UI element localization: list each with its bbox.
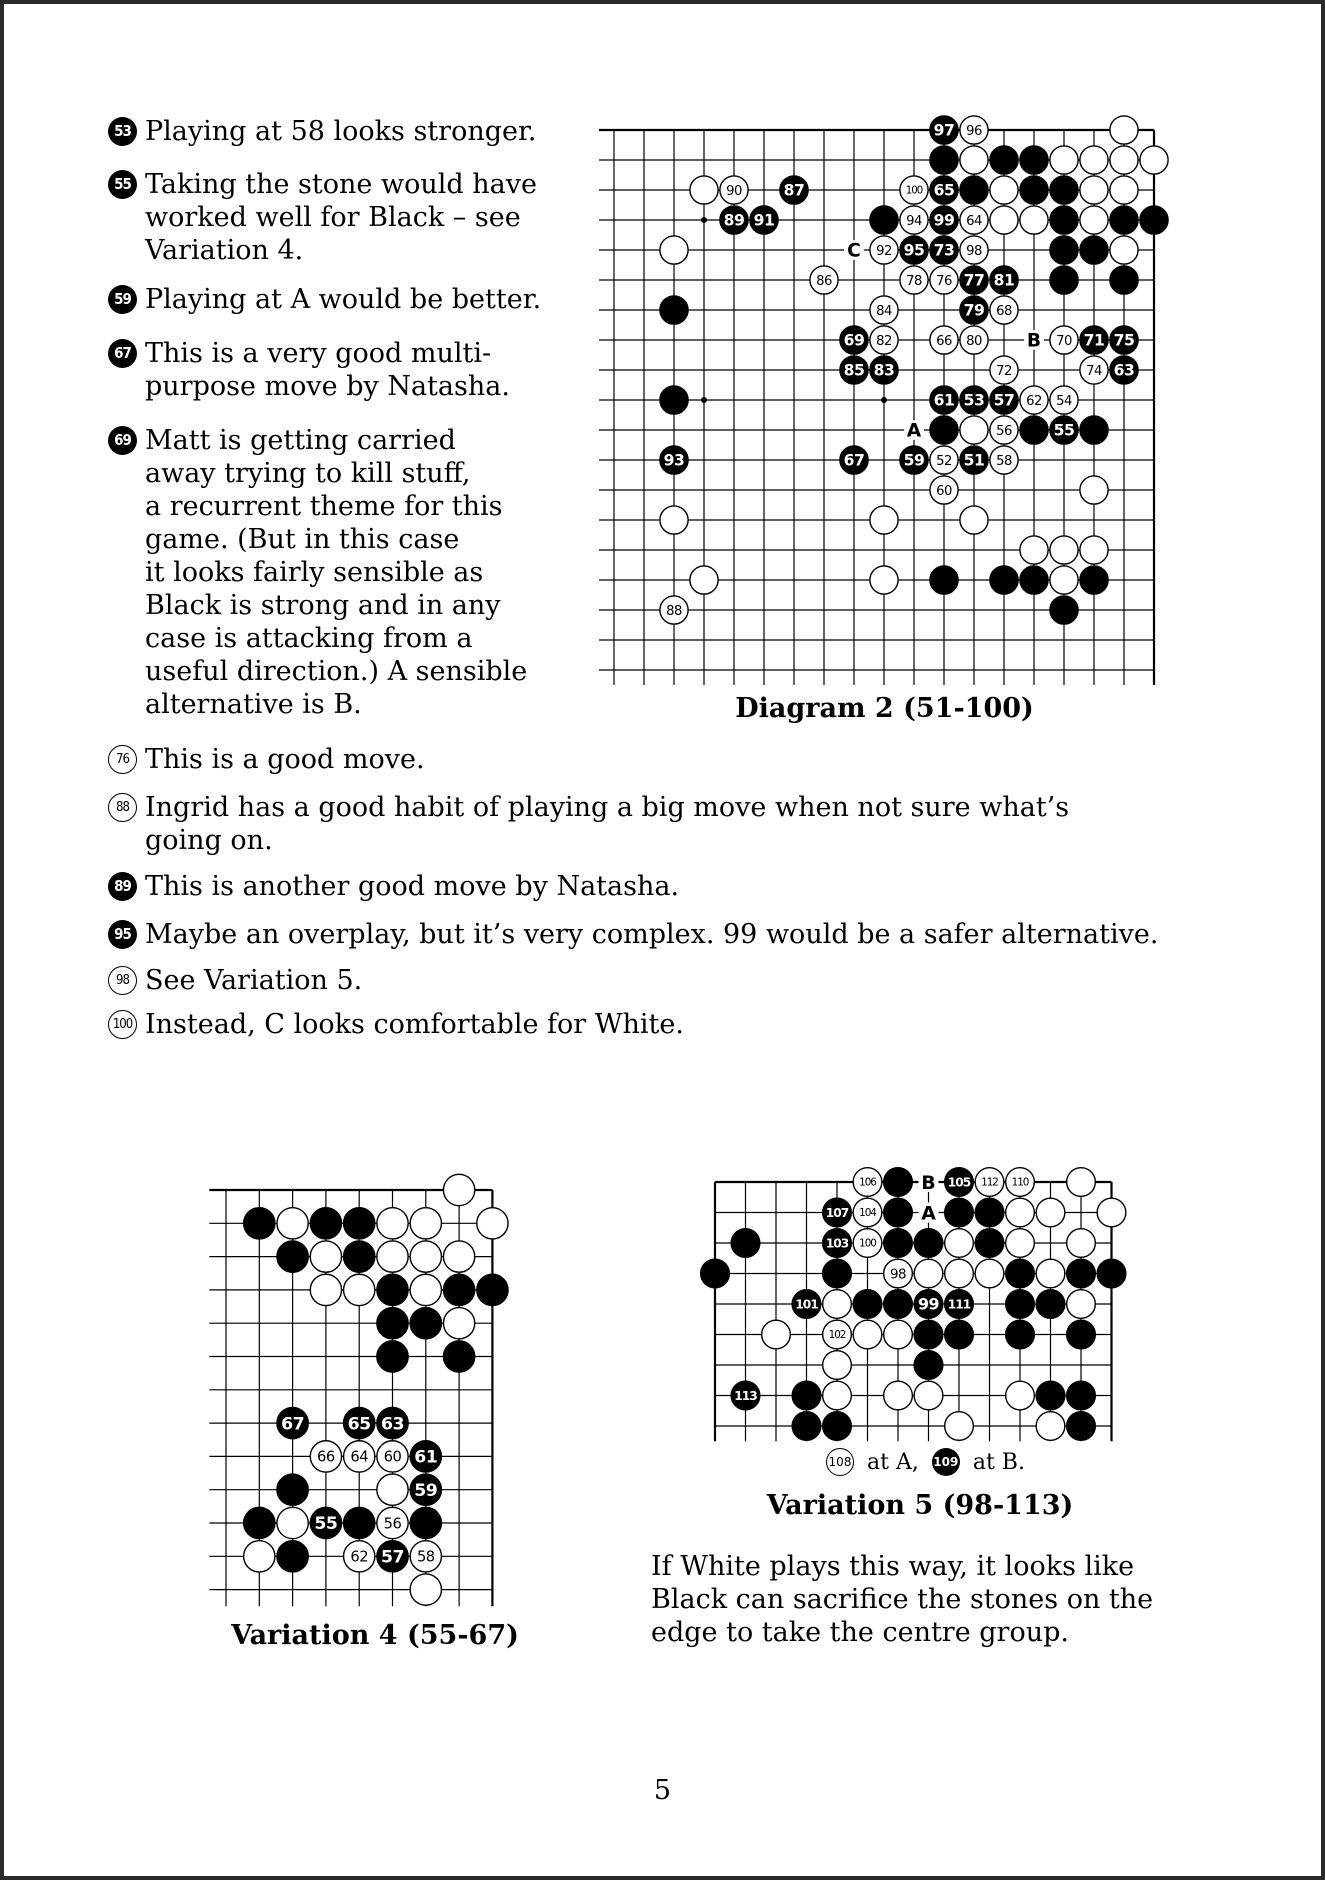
black-stone <box>930 566 958 594</box>
comment-98 <box>108 964 1208 997</box>
move-number-black: 109 <box>932 1448 960 1476</box>
move-number-white: 100 <box>108 1010 137 1039</box>
white-stone <box>1050 146 1078 174</box>
comment-89 <box>108 870 1208 903</box>
black-stone <box>884 1198 913 1227</box>
move-number: 60 <box>383 1448 402 1466</box>
white-stone <box>660 506 688 534</box>
white-stone <box>690 566 718 594</box>
black-stone <box>792 1381 821 1410</box>
white-stone <box>443 1308 474 1339</box>
variation-4-caption: Variation 4 (55-67) <box>231 1620 519 1651</box>
move-number: 66 <box>317 1448 335 1466</box>
black-stone <box>344 1208 375 1239</box>
move-number: 88 <box>666 603 682 619</box>
white-stone <box>690 176 718 204</box>
move-number: 84 <box>876 303 892 319</box>
white-stone <box>277 1507 308 1538</box>
comment-text: This is a good move. <box>145 744 425 775</box>
black-stone <box>884 1168 913 1197</box>
variation-5-board <box>700 1165 1140 1445</box>
black-stone <box>1097 1259 1126 1288</box>
white-stone <box>853 1320 882 1349</box>
note-text: at A, <box>860 1449 926 1475</box>
comment-text: Ingrid has a good habit of playing a big move when not sure what’s going on. <box>145 792 1070 856</box>
white-stone <box>884 1320 913 1349</box>
white-stone <box>975 1259 1004 1288</box>
black-stone <box>1050 206 1078 234</box>
black-stone <box>377 1308 408 1339</box>
white-stone <box>344 1274 375 1305</box>
white-stone <box>1080 176 1108 204</box>
comment-59 <box>108 283 578 316</box>
white-stone <box>823 1351 852 1380</box>
white-stone <box>1020 536 1048 564</box>
move-number: 79 <box>963 301 985 320</box>
black-stone <box>344 1241 375 1272</box>
white-stone <box>914 1381 943 1410</box>
white-stone <box>1050 536 1078 564</box>
move-number: 89 <box>723 211 745 230</box>
move-number-white: 76 <box>108 745 137 774</box>
page-number: 5 <box>653 1775 672 1806</box>
move-number: 86 <box>816 273 832 289</box>
black-stone <box>975 1229 1004 1258</box>
black-stone <box>1036 1381 1065 1410</box>
move-number: 96 <box>966 123 982 139</box>
black-stone <box>930 146 958 174</box>
white-stone <box>823 1290 852 1319</box>
white-stone <box>1036 1412 1065 1441</box>
move-number: 70 <box>1056 333 1072 349</box>
move-number: 94 <box>906 213 922 229</box>
white-stone <box>1067 1229 1096 1258</box>
move-number: 52 <box>936 453 952 469</box>
black-stone <box>884 1229 913 1258</box>
diagram-2-star-point <box>701 397 707 403</box>
move-number: 61 <box>933 391 955 410</box>
diagram-2-board <box>612 120 1172 680</box>
black-stone <box>277 1474 308 1505</box>
move-number-black: 69 <box>108 426 137 455</box>
black-stone <box>1140 206 1168 234</box>
black-stone <box>377 1341 408 1372</box>
move-number: 82 <box>876 333 892 349</box>
variation-5-text: If White plays this way, it looks like Black can sacrifice the stones on the edge to take the centre group. <box>651 1551 1154 1648</box>
black-stone <box>1020 146 1048 174</box>
move-number: 113 <box>734 1388 757 1403</box>
move-number: 67 <box>843 451 865 470</box>
move-number: 56 <box>383 1515 402 1533</box>
diagram-2-star-point <box>701 217 707 223</box>
move-number: 63 <box>1113 361 1135 380</box>
move-number: 57 <box>380 1547 405 1568</box>
white-stone <box>1036 1198 1065 1227</box>
white-stone <box>410 1574 441 1605</box>
move-number: 107 <box>825 1205 849 1220</box>
black-stone <box>1006 1290 1035 1319</box>
black-stone <box>792 1412 821 1441</box>
board-letter-mark: B <box>1026 330 1042 352</box>
comment-text: Instead, C looks comfortable for White. <box>145 1009 684 1040</box>
black-stone <box>914 1351 943 1380</box>
black-stone <box>823 1259 852 1288</box>
white-stone <box>1006 1229 1035 1258</box>
black-stone <box>945 1320 974 1349</box>
black-stone <box>975 1198 1004 1227</box>
move-number: 90 <box>726 183 742 199</box>
white-stone <box>1097 1198 1126 1227</box>
black-stone <box>1036 1290 1065 1319</box>
move-number: 63 <box>380 1414 405 1435</box>
move-number: 68 <box>996 303 1012 319</box>
white-stone <box>870 506 898 534</box>
black-stone <box>660 296 688 324</box>
move-number: 98 <box>889 1267 907 1283</box>
white-stone <box>945 1229 974 1258</box>
board-letter-mark: B <box>921 1171 936 1194</box>
comment-text: This is a very good multi- purpose move by Natasha. <box>145 338 510 402</box>
move-number: 99 <box>917 1294 940 1314</box>
move-number: 56 <box>996 423 1012 439</box>
move-number: 62 <box>1026 393 1042 409</box>
move-number: 77 <box>963 271 985 290</box>
black-stone <box>1006 1320 1035 1349</box>
comment-76 <box>108 743 1208 776</box>
white-stone <box>960 416 988 444</box>
comment-text: Playing at 58 looks stronger. <box>145 116 537 147</box>
black-stone <box>1080 566 1108 594</box>
black-stone <box>410 1308 441 1339</box>
move-number: 64 <box>350 1448 369 1466</box>
black-stone <box>244 1208 275 1239</box>
white-stone <box>1050 566 1078 594</box>
white-stone <box>660 236 688 264</box>
move-number-white: 108 <box>826 1448 854 1476</box>
move-number: 93 <box>663 451 685 470</box>
move-number: 76 <box>936 273 952 289</box>
move-number: 103 <box>825 1236 849 1251</box>
move-number: 110 <box>1011 1176 1029 1189</box>
comment-53 <box>108 115 578 148</box>
black-stone <box>1050 176 1078 204</box>
black-stone <box>914 1320 943 1349</box>
diagram-2-star-point <box>881 397 887 403</box>
move-number: 57 <box>993 391 1015 410</box>
board-letter-mark: C <box>847 240 861 262</box>
white-stone <box>1110 116 1138 144</box>
move-number-black: 53 <box>108 117 137 146</box>
black-stone <box>853 1290 882 1319</box>
move-number: 64 <box>966 213 982 229</box>
black-stone <box>1020 566 1048 594</box>
move-number: 51 <box>963 451 985 470</box>
black-stone <box>277 1241 308 1272</box>
black-stone <box>990 146 1018 174</box>
move-number: 104 <box>859 1207 876 1220</box>
white-stone <box>410 1208 441 1239</box>
white-stone <box>1080 146 1108 174</box>
white-stone <box>410 1274 441 1305</box>
move-number: 72 <box>996 363 1012 379</box>
comment-69 <box>108 424 578 721</box>
black-stone <box>1110 206 1138 234</box>
black-stone <box>410 1507 441 1538</box>
black-stone <box>1020 176 1048 204</box>
note-text: at B. <box>965 1449 1025 1475</box>
white-stone <box>377 1474 408 1505</box>
white-stone <box>960 506 988 534</box>
white-stone <box>244 1541 275 1572</box>
move-number: 85 <box>843 361 865 380</box>
black-stone <box>1067 1381 1096 1410</box>
black-stone <box>443 1274 474 1305</box>
move-number: 74 <box>1086 363 1102 379</box>
comment-95 <box>108 918 1218 951</box>
move-number: 62 <box>350 1548 369 1566</box>
black-stone <box>945 1198 974 1227</box>
white-stone <box>1006 1198 1035 1227</box>
variation-5-caption: Variation 5 (98-113) <box>766 1490 1074 1521</box>
white-stone <box>443 1241 474 1272</box>
move-number: 73 <box>933 241 955 260</box>
move-number: 58 <box>416 1548 435 1566</box>
black-stone <box>1050 596 1078 624</box>
black-stone <box>930 416 958 444</box>
white-stone <box>1067 1168 1096 1197</box>
black-stone <box>1050 236 1078 264</box>
white-stone <box>1110 176 1138 204</box>
move-number: 55 <box>314 1514 338 1535</box>
black-stone <box>701 1259 730 1288</box>
move-number: 60 <box>936 483 952 499</box>
black-stone <box>1080 416 1108 444</box>
move-number: 65 <box>933 181 955 200</box>
move-number: 95 <box>903 241 925 260</box>
board-letter-mark: A <box>906 420 922 442</box>
black-stone <box>1067 1412 1096 1441</box>
black-stone <box>1006 1259 1035 1288</box>
move-number-black: 67 <box>108 339 137 368</box>
move-number: 78 <box>906 273 922 289</box>
move-number-black: 95 <box>108 920 137 949</box>
white-stone <box>823 1381 852 1410</box>
black-stone <box>344 1507 375 1538</box>
move-number: 69 <box>843 331 865 350</box>
white-stone <box>1110 146 1138 174</box>
white-stone <box>310 1274 341 1305</box>
move-number: 59 <box>903 451 925 470</box>
white-stone <box>1110 236 1138 264</box>
black-stone <box>443 1341 474 1372</box>
black-stone <box>823 1412 852 1441</box>
move-number: 61 <box>414 1447 438 1468</box>
variation-5-note <box>820 1448 1025 1476</box>
move-number: 67 <box>281 1414 305 1435</box>
move-number: 100 <box>905 185 923 197</box>
comment-88 <box>108 791 1208 857</box>
board-letter-mark: A <box>921 1202 936 1225</box>
white-stone <box>1067 1290 1096 1319</box>
move-number: 98 <box>966 243 982 259</box>
move-number: 102 <box>828 1329 846 1342</box>
black-stone <box>310 1208 341 1239</box>
move-number: 65 <box>347 1414 371 1435</box>
move-number: 53 <box>963 391 985 410</box>
black-stone <box>1067 1259 1096 1288</box>
black-stone <box>660 386 688 414</box>
black-stone <box>914 1229 943 1258</box>
diagram-2-caption: Diagram 2 (51-100) <box>735 693 1034 724</box>
black-stone <box>277 1541 308 1572</box>
move-number: 87 <box>783 181 805 200</box>
white-stone <box>870 566 898 594</box>
move-number: 91 <box>753 211 775 230</box>
black-stone <box>960 176 988 204</box>
white-stone <box>1006 1381 1035 1410</box>
move-number: 66 <box>936 333 952 349</box>
white-stone <box>945 1259 974 1288</box>
white-stone <box>762 1320 791 1349</box>
move-number: 58 <box>996 453 1012 469</box>
move-number: 80 <box>966 333 982 349</box>
white-stone <box>443 1174 474 1205</box>
move-number-white: 98 <box>108 966 137 995</box>
white-stone <box>960 146 988 174</box>
black-stone <box>1020 416 1048 444</box>
comment-text: See Variation 5. <box>145 965 363 996</box>
move-number: 71 <box>1083 331 1105 350</box>
move-number: 100 <box>859 1237 876 1250</box>
white-stone <box>477 1208 508 1239</box>
black-stone <box>884 1290 913 1319</box>
black-stone <box>477 1274 508 1305</box>
move-number: 55 <box>1053 421 1075 440</box>
white-stone <box>377 1208 408 1239</box>
black-stone <box>1110 266 1138 294</box>
move-number: 106 <box>859 1176 876 1189</box>
white-stone <box>1140 146 1168 174</box>
move-number-black: 59 <box>108 285 137 314</box>
move-number: 54 <box>1056 393 1072 409</box>
black-stone <box>1050 266 1078 294</box>
move-number: 92 <box>876 243 892 259</box>
black-stone <box>870 206 898 234</box>
move-number-white: 88 <box>108 793 137 822</box>
move-number: 97 <box>933 121 955 140</box>
move-number: 101 <box>795 1297 818 1312</box>
white-stone <box>914 1259 943 1288</box>
white-stone <box>277 1208 308 1239</box>
black-stone <box>990 566 1018 594</box>
black-stone <box>731 1229 760 1258</box>
white-stone <box>1080 476 1108 504</box>
black-stone <box>244 1507 275 1538</box>
comment-100 <box>108 1008 1208 1041</box>
comment-text: Taking the stone would have worked well for Black – see Variation 4. <box>145 169 537 266</box>
white-stone <box>1080 536 1108 564</box>
comment-text: Maybe an overplay, but it’s very complex. 99 would be a safer alternative. <box>145 919 1159 950</box>
white-stone <box>945 1412 974 1441</box>
move-number: 111 <box>947 1297 971 1312</box>
white-stone <box>410 1241 441 1272</box>
comment-text: This is another good move by Natasha. <box>145 871 680 902</box>
move-number: 75 <box>1113 331 1135 350</box>
white-stone <box>1036 1259 1065 1288</box>
comment-55 <box>108 168 578 267</box>
black-stone <box>1067 1320 1096 1349</box>
comment-text: Matt is getting carried away trying to kill stuff, a recurrent theme for this game. (But in this case it looks fairly sensible as Black is strong and in any case is attacking from a useful direction.) A sensible alternative is B. <box>145 425 528 720</box>
move-number-black: 55 <box>108 170 137 199</box>
black-stone <box>1080 236 1108 264</box>
white-stone <box>1080 206 1108 234</box>
white-stone <box>1020 206 1048 234</box>
white-stone <box>310 1241 341 1272</box>
comment-text: Playing at A would be better. <box>145 284 542 315</box>
move-number: 99 <box>933 211 955 230</box>
comment-67 <box>108 337 578 403</box>
white-stone <box>990 206 1018 234</box>
variation-4-board <box>225 1175 525 1615</box>
white-stone <box>990 176 1018 204</box>
white-stone <box>884 1381 913 1410</box>
move-number-black: 89 <box>108 872 137 901</box>
move-number: 81 <box>993 271 1015 290</box>
move-number: 59 <box>414 1480 438 1501</box>
move-number: 83 <box>873 361 895 380</box>
move-number: 112 <box>981 1176 998 1189</box>
black-stone <box>377 1274 408 1305</box>
move-number: 105 <box>947 1175 971 1190</box>
white-stone <box>377 1241 408 1272</box>
